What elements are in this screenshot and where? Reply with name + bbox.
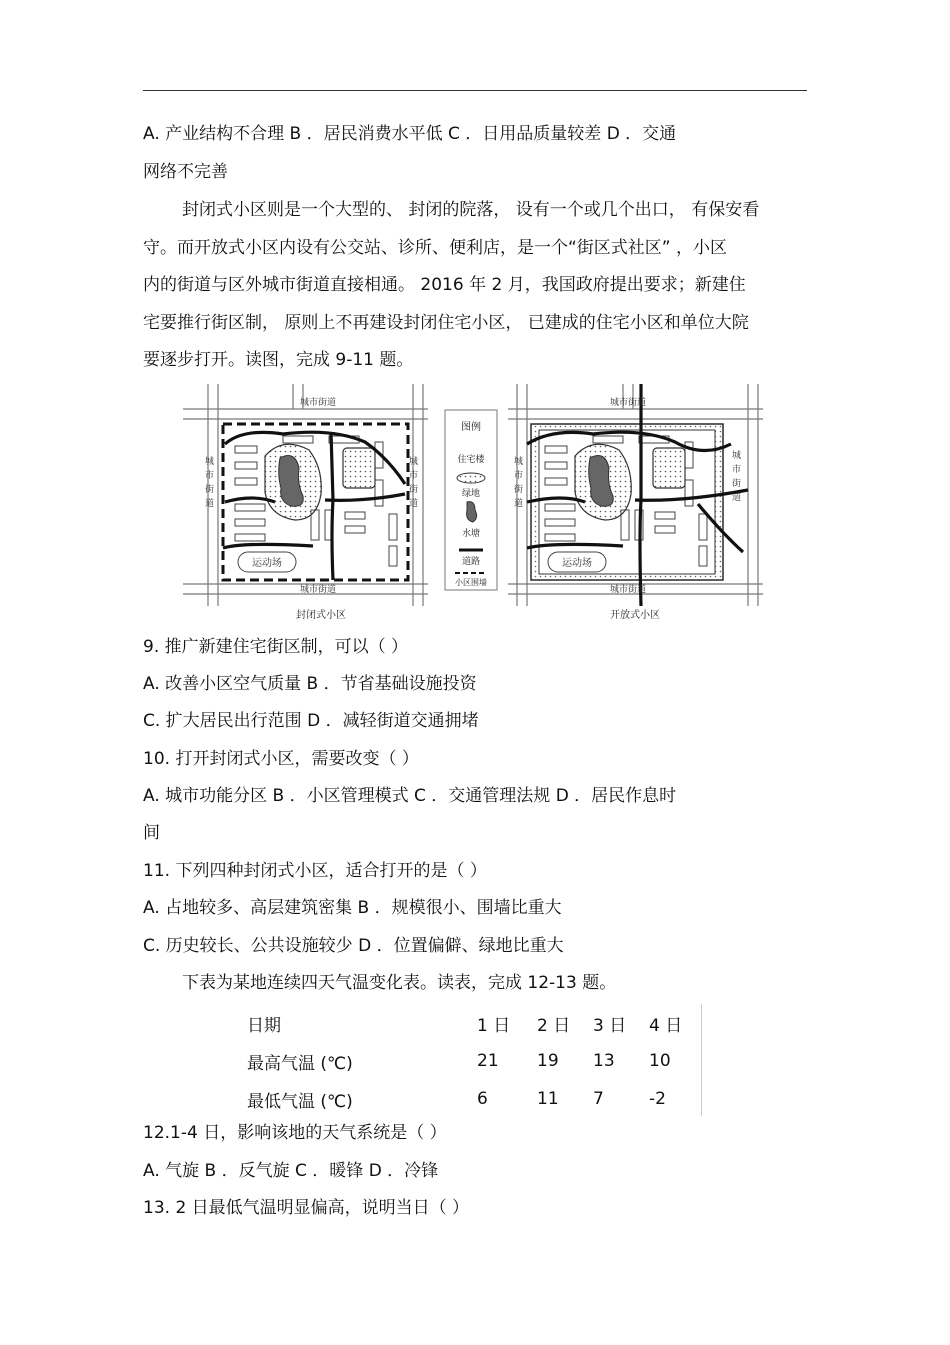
closed-street-right-2: 街 — [409, 485, 419, 495]
passage-line-3: 内的街道与区外城市街道直接相通。 2016 年 2 月，我国政府提出要求；新建住 — [143, 275, 746, 295]
table-cell: 13 — [593, 1051, 615, 1071]
closed-street-top: 城市街道 — [299, 398, 337, 408]
passage-line-1: 封闭式小区则是一个大型的、 封闭的院落， 设有一个或几个出口， 有保安看 — [182, 200, 760, 220]
closed-street-right-1: 市 — [409, 471, 419, 481]
closed-street-right-3: 道 — [409, 499, 419, 509]
question-11-options-ab: A. 占地较多、高层建筑密集 B ．规模很小、围墙比重大 — [143, 898, 562, 918]
table-cell: 7 — [593, 1089, 604, 1109]
table-cell: 2 日 — [537, 1015, 571, 1036]
closed-street-left-0: 城 — [205, 457, 215, 467]
legend-title: 图例 — [461, 422, 481, 433]
legend-road-label: 道路 — [461, 557, 481, 567]
open-stadium-label: 运动场 — [562, 558, 592, 569]
closed-street-bottom: 城市街道 — [299, 585, 337, 595]
table-cell: 最低气温 (℃) — [247, 1091, 353, 1112]
table-right-border — [701, 1004, 702, 1116]
community-maps-figure — [183, 384, 763, 624]
table-row — [236, 1080, 699, 1118]
table-cell: 1 日 — [477, 1015, 511, 1036]
table-row — [236, 1004, 699, 1042]
option-line-8-cont: 网络不完善 — [143, 162, 228, 182]
legend-green-swatch — [457, 473, 485, 483]
question-9-options-cd: C. 扩大居民出行范围 D ．减轻街道交通拥堵 — [143, 711, 479, 731]
table-cell: 11 — [537, 1089, 559, 1109]
open-street-right-2: 街 — [732, 479, 742, 489]
closed-green-square — [343, 448, 375, 488]
open-street-right-3: 道 — [732, 493, 742, 503]
table-cell: 日期 — [247, 1015, 281, 1036]
table-cell: 6 — [477, 1089, 488, 1109]
open-green-square — [653, 448, 685, 488]
closed-street-right-0: 城 — [409, 457, 419, 467]
option-line-8: A. 产业结构不合理 B ．居民消费水平低 C ．日用品质量较差 D ．交通 — [143, 124, 677, 144]
legend — [445, 410, 497, 590]
passage-line-5: 要逐步打开。读图，完成 9-11 题。 — [143, 350, 414, 370]
table-cell: 最高气温 (℃) — [247, 1053, 353, 1074]
question-9-options-ab: A. 改善小区空气质量 B ．节省基础设施投资 — [143, 674, 477, 694]
open-street-bottom: 城市街道 — [609, 585, 647, 595]
header-rule — [143, 90, 807, 91]
table-cell: 19 — [537, 1051, 559, 1071]
table-cell: 21 — [477, 1051, 499, 1071]
table-cell: -2 — [649, 1089, 666, 1109]
question-12-options: A. 气旋 B ．反气旋 C ．暖锋 D ．冷锋 — [143, 1161, 439, 1181]
question-12: 12.1-4 日，影响该地的天气系统是（ ） — [143, 1123, 447, 1143]
question-10: 10. 打开封闭式小区，需要改变（ ） — [143, 749, 419, 769]
table-row — [236, 1042, 699, 1080]
question-13: 13. 2 日最低气温明显偏高，说明当日（ ） — [143, 1198, 470, 1218]
closed-caption: 封闭式小区 — [296, 610, 346, 621]
legend-green-label: 绿地 — [461, 489, 481, 499]
open-street-left-0: 城 — [514, 457, 524, 467]
closed-stadium-label: 运动场 — [252, 558, 282, 569]
temperature-table — [236, 1004, 699, 1118]
open-street-right-1: 市 — [732, 465, 742, 475]
table-cell: 10 — [649, 1051, 671, 1071]
table-cell: 4 日 — [649, 1015, 683, 1036]
passage-line-4: 宅要推行街区制， 原则上不再建设封闭住宅小区， 已建成的住宅小区和单位大院 — [143, 313, 749, 333]
closed-street-left-3: 道 — [205, 499, 215, 509]
closed-street-left-1: 市 — [205, 471, 215, 481]
question-10-options-cont: 间 — [143, 823, 160, 843]
table-intro: 下表为某地连续四天气温变化表。读表，完成 12-13 题。 — [182, 973, 617, 993]
question-11: 11. 下列四种封闭式小区，适合打开的是（ ） — [143, 861, 487, 881]
legend-wall-label: 小区围墙 — [455, 578, 487, 587]
open-street-left-3: 道 — [514, 499, 524, 509]
open-street-top: 城市街道 — [609, 398, 647, 408]
legend-pond-label: 水塘 — [461, 529, 481, 539]
question-9: 9. 推广新建住宅街区制，可以（ ） — [143, 637, 409, 657]
closed-street-left-2: 街 — [205, 485, 215, 495]
open-street-left-1: 市 — [514, 471, 524, 481]
open-street-left-2: 街 — [514, 485, 524, 495]
question-10-options: A. 城市功能分区 B ．小区管理模式 C ．交通管理法规 D ．居民作息时 — [143, 786, 677, 806]
table-cell: 3 日 — [593, 1015, 627, 1036]
open-caption: 开放式小区 — [610, 610, 660, 621]
legend-building-label: 住宅楼 — [457, 455, 485, 465]
question-11-options-cd: C. 历史较长、公共设施较少 D ．位置偏僻、绿地比重大 — [143, 936, 564, 956]
passage-line-2: 守。而开放式小区内设有公交站、诊所、便利店，是一个“街区式社区” ，小区 — [143, 238, 728, 258]
open-street-right-0: 城 — [732, 451, 742, 461]
